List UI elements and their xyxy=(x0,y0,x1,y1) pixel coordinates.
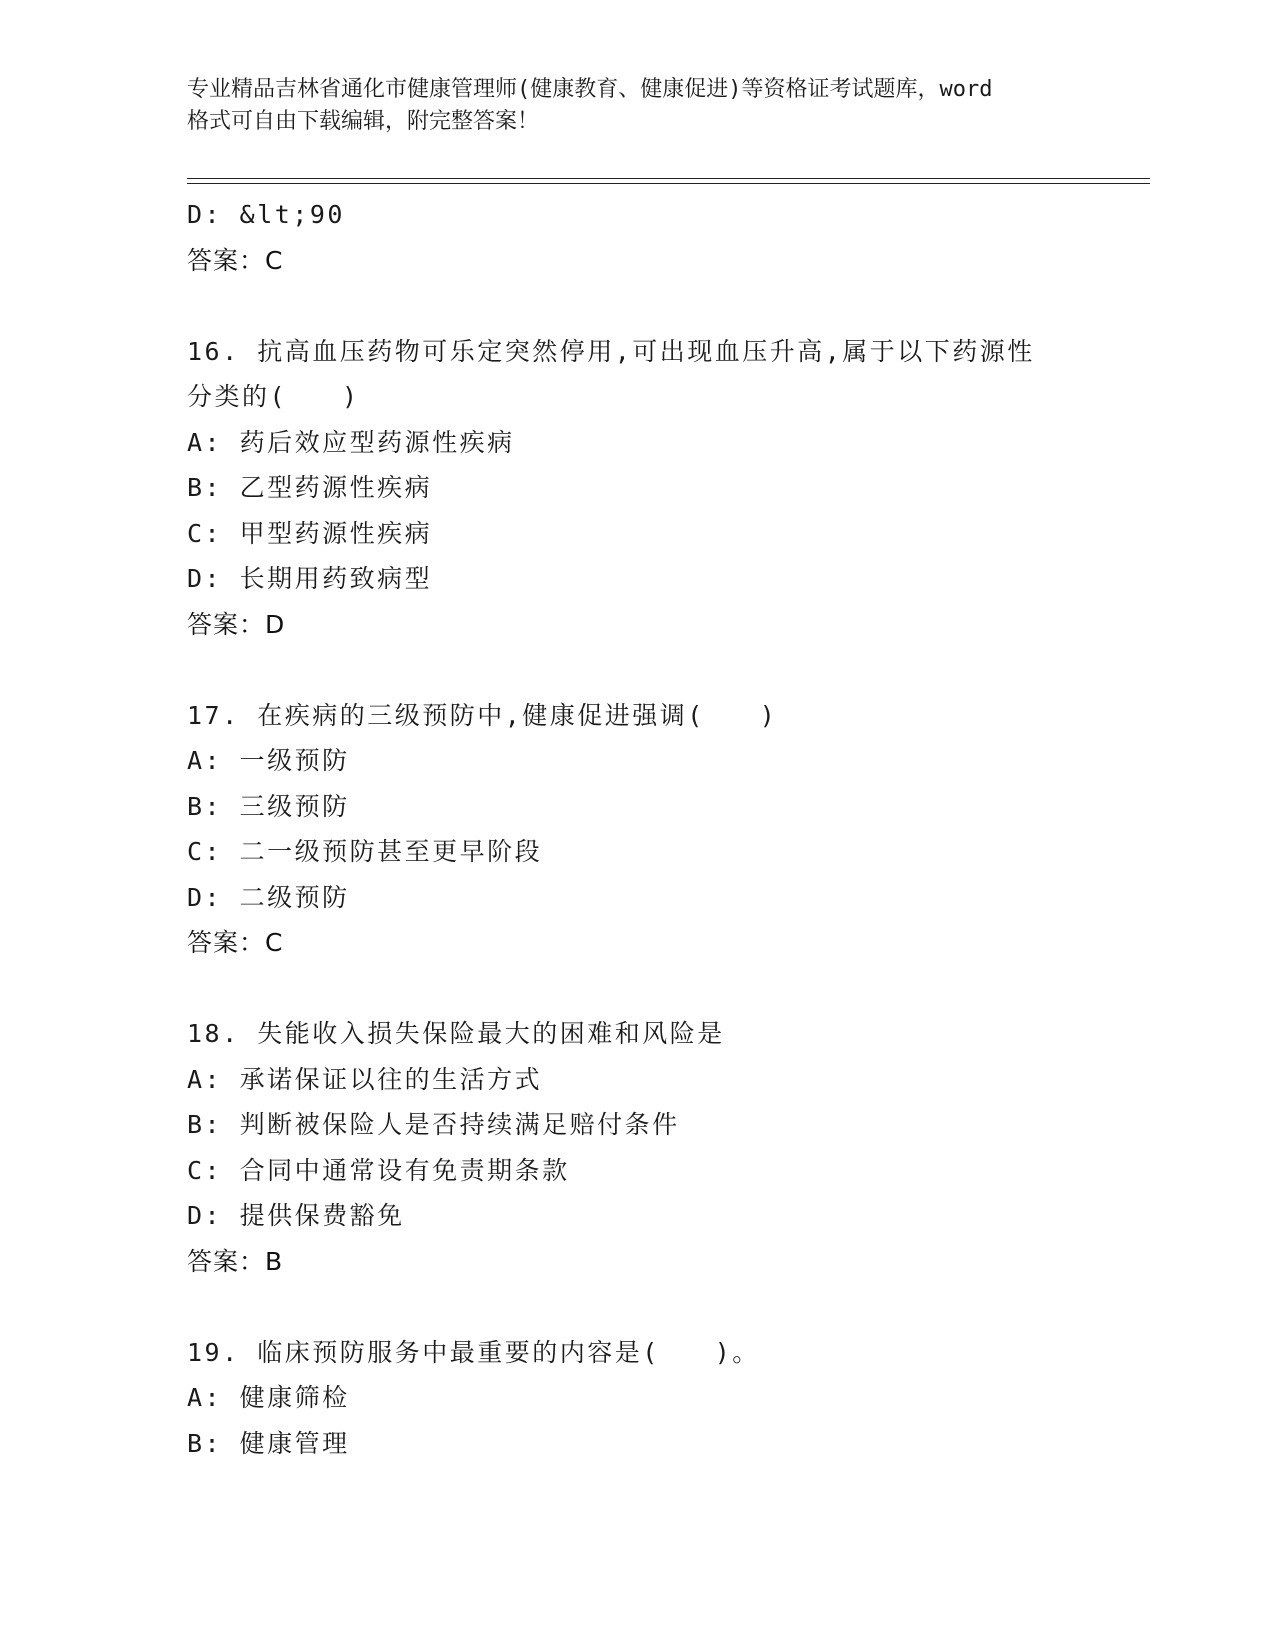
spacer xyxy=(187,283,1087,329)
option-a: A: 承诺保证以往的生活方式 xyxy=(187,1064,543,1094)
option-b: B: 健康管理 xyxy=(187,1428,350,1458)
option-d: D: &lt;90 xyxy=(187,200,345,229)
option-a: A: 药后效应型药源性疾病 xyxy=(187,427,515,457)
answer-line: 答案：C xyxy=(187,245,284,275)
answer-line: 答案：C xyxy=(187,928,284,957)
option-a: A: 一级预防 xyxy=(187,746,350,775)
option-c: C: 二一级预防甚至更早阶段 xyxy=(187,837,543,866)
option-c: C: 甲型药源性疾病 xyxy=(187,518,433,548)
question-list xyxy=(187,192,1087,1466)
question-15-partial xyxy=(187,192,1087,283)
header-divider-top xyxy=(187,178,1150,179)
spacer xyxy=(187,647,1087,693)
question-19 xyxy=(187,1330,1087,1467)
spacer xyxy=(187,1284,1087,1330)
option-a: A: 健康筛检 xyxy=(187,1383,350,1412)
question-stem: 18. 失能收入损失保险最大的困难和风险是 xyxy=(187,1019,725,1048)
question-stem: 19. 临床预防服务中最重要的内容是( )。 xyxy=(187,1337,760,1367)
option-b: B: 乙型药源性疾病 xyxy=(187,473,433,502)
question-stem: 16. 抗高血压药物可乐定突然停用,可出现血压升高,属于以下药源性 xyxy=(187,336,1035,366)
question-16 xyxy=(187,329,1087,648)
option-b: B: 判断被保险人是否持续满足赔付条件 xyxy=(187,1110,680,1139)
header-line-2: 格式可自由下载编辑，附完整答案！ xyxy=(187,109,540,134)
answer-line: 答案：B xyxy=(187,1246,284,1276)
option-b: B: 三级预防 xyxy=(187,791,350,821)
header-divider-bottom xyxy=(187,183,1150,184)
answer-line: 答案：D xyxy=(187,609,286,639)
question-stem: 17. 在疾病的三级预防中,健康促进强调( ) xyxy=(187,700,778,730)
option-d: D: 提供保费豁免 xyxy=(187,1201,405,1230)
option-c: C: 合同中通常设有免责期条款 xyxy=(187,1155,570,1185)
question-17 xyxy=(187,693,1087,966)
document-header xyxy=(187,74,1087,138)
question-stem: 分类的( ) xyxy=(187,382,360,411)
option-d: D: 二级预防 xyxy=(187,882,350,912)
spacer xyxy=(187,966,1087,1012)
question-18 xyxy=(187,1011,1087,1284)
option-d: D: 长期用药致病型 xyxy=(187,564,433,593)
header-line-1: 专业精品吉林省通化市健康管理师(健康教育、健康促进)等资格证考试题库，word xyxy=(187,77,993,102)
